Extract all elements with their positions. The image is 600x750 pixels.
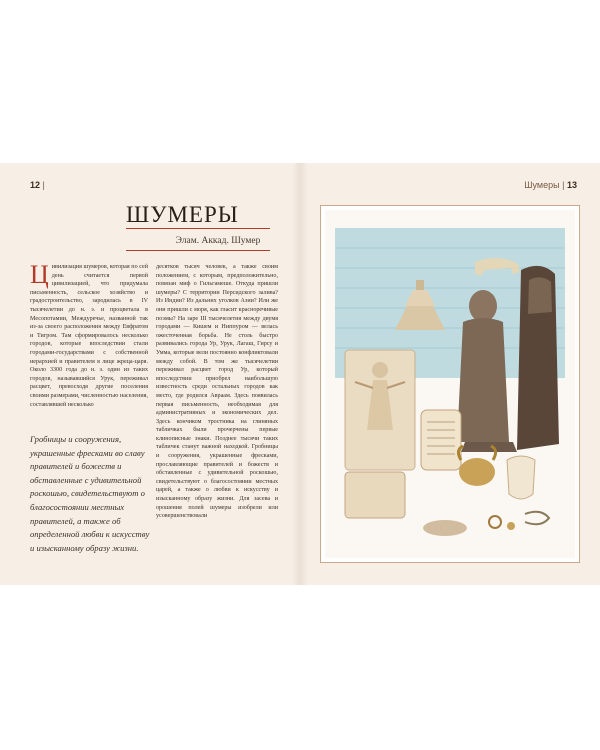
page-number: 12 xyxy=(30,180,41,190)
chapter-title: ШУМЕРЫ xyxy=(126,202,239,227)
folio-right xyxy=(524,180,577,190)
right-page xyxy=(300,163,600,585)
body-column-2 xyxy=(156,263,278,521)
chapter-subtitle: Элам. Аккад. Шумер xyxy=(175,236,261,246)
title-rule-top xyxy=(126,228,270,229)
title-rule-bottom xyxy=(126,250,270,251)
column-1-text: ивилизация шумеров, которая по сей день считается первой цивилизацией, что придумала письменность, сельское хозяйство и градостроительство, зародилась в IV тысячелетии до н. э. и процветала в Месопотамии, Междуречье, названной так из-за своего расположения между Евфратом и Тигром. Там сформировалось несколько городов, которые впоследствии стали городами-государствами с собственной иерархией и правителем в лице жреца-царя. Около 3300 года до н. э. один из таких городов, называвшийся Урук, переживал расцвет, превосходя другие поселения своими размерами, численностью населения, составлявшей несколько xyxy=(30,264,148,408)
book-spread xyxy=(0,163,600,585)
folio-separator: | xyxy=(42,180,45,190)
folio-separator: | xyxy=(562,180,565,190)
body-column-1 xyxy=(30,260,148,409)
pull-quote: Гробницы и сооружения, украшенные фресками во славу правителей и божеств и обставленные с удивительной роскошью, свидетельствуют о благосостоянии местных правителей, а также об определенной любви к искусству и изысканному образу жизни. xyxy=(30,434,150,553)
running-head: Шумеры xyxy=(524,180,560,190)
sumer-illustration xyxy=(320,205,580,563)
page-number: 13 xyxy=(566,180,577,190)
drop-cap: Ц xyxy=(30,260,49,289)
folio-left xyxy=(30,180,45,190)
left-page xyxy=(0,163,300,585)
column-2-text: десятков тысяч человек, а также своим положением, с которым, предположительно, повязан миф о Гильгамеше. Откуда пришли шумеры? С территории Персидского залива? Из Индии? Из дальних уголков Азии? Или же они пришли с моря, как гласит красноречивые поэмы? На заре III тысячелетия между двумя городами — Кишем и Ниппуром — велась ожесточенная борьба. Не столь быстро развивались города Ур, Урук, Лагаш, Гирсу и Умма, которые вели постоянно конфликтовали между собой. В том же тысячелетии переживал расцвет город Ур, который впоследствии приобрел наибольшую известность среди остальных городов как место, где родился Авраам. Здесь появилась первая письменность, необходимая для административных и экономических дел. Здесь кончиком тростника на глиняных табличках были прочерчены первые клинописные знаки. Позднее тысячи таких табличек станут важной находкой. Гробницы и сооружения, украшенные фресками, прославляющие правителей и божеств и обставленные с удивительной роскошью, свидетельствуют о благосостоянии местных царей, а также о любви к искусству и изысканному образу жизни. Для засева и орошения полей шумеры изобрели или усовершенствовали xyxy=(156,264,278,520)
illustration-artwork xyxy=(325,210,575,558)
